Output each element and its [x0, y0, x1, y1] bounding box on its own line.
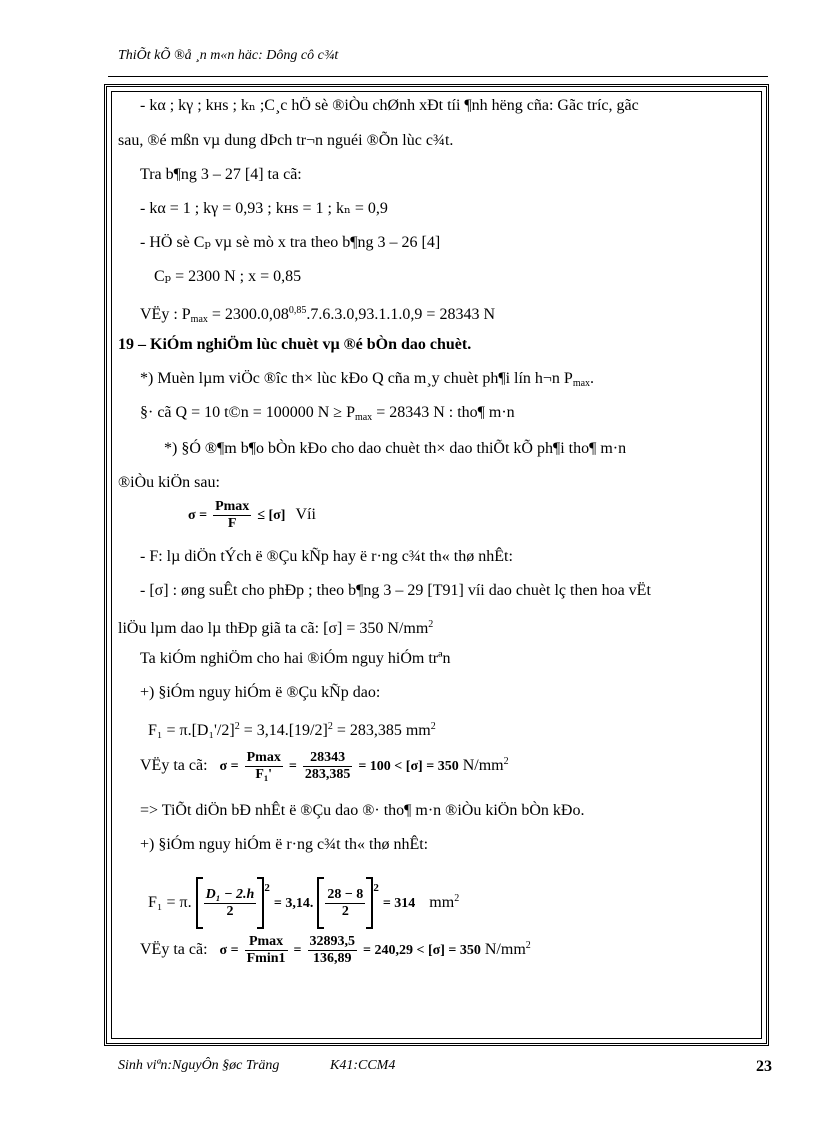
coefficient-cp-ref: - HÖ sè Cₚ vµ sè mò x tra theo b¶ng 3 – 26 [4] [140, 234, 441, 251]
fraction: $\frac{Pmax}{F}$ [215, 498, 250, 531]
footer-student: Sinh viªn:NguyÔn §øc Träng [118, 1058, 280, 1073]
area-f1-clamp: $F_1 = \pi.[D_1'/2]^2 = 3,14.[19/2]^2 = 283,385$ $mm^2$ [148, 721, 436, 739]
coefficient-values: - kα = 1 ; kγ = 0,93 ; kʜs = 1 ; kₙ = 0,9 [140, 200, 388, 217]
strength-condition: *) §Ó ®¶m b¶o bÒn kÐo cho dao chuèt th× dao thiÕt kÕ ph¶i tho¶ m·n [164, 440, 627, 457]
clamp-conclusion: => TiÕt diÖn bÐ nhÊt ë ®Çu dao ®· tho¶ m·n ®iÒu kiÖn bÒn kÐo. [140, 802, 585, 819]
pull-force-condition: *) Muèn lµm viÖc ®îc th× lùc kÐo Q cña m¸y chuèt ph¶i lín h¬n $P_{max}$. [140, 370, 595, 389]
table-reference: Tra b¶ng 3 – 27 [4] ta cã: [140, 166, 302, 183]
two-critical-points: Ta kiÓm nghiÖm cho hai ®iÓm nguy hiÓm trªn [140, 650, 451, 667]
header-rule [108, 76, 768, 77]
formula-stress-clamp: VËy ta cã: σ = $\frac{Pmax}{\text{F₁'}}$ = $\frac{28343}{283,385}$ = 100 < [σ] = 350 $N/mm^2$ [140, 749, 509, 782]
coefficient-cp-values: Cₚ = 2300 N ; x = 0,85 [154, 268, 302, 285]
critical-point-1: +) §iÓm nguy hiÓm ë ®Çu kÑp dao: [140, 684, 381, 701]
formula-area-tooth: F₁ = π. $\frac{\text{D₁ − 2.h}}{2}$ $^2$ = 3,14. $\frac{28 - 8}{2}$ $^2$ = 314 $mm^2$ [148, 866, 459, 926]
pull-force-check: §· cã Q = 10 t©n = 100000 $N \ge P_{max} = 28343$ N : tho¶ m·n [140, 404, 515, 423]
footer-course: K41:CCM4 [330, 1058, 396, 1073]
allowable-stress-value: liÖu lµm dao lµ thÐp giã ta cã: [σ] = 350 $N/mm^2$ [118, 619, 434, 637]
page-number: 23 [756, 1058, 772, 1075]
fraction: $\frac{32893,5}{136,89}$ [309, 933, 355, 966]
bracket: $\frac{28 - 8}{2}$ [317, 881, 373, 925]
critical-point-2: +) §iÓm nguy hiÓm ë r·ng c¾t th« thø nhÊt: [140, 836, 429, 853]
paragraph-coefficients: - kα ; kγ ; kʜs ; kₙ ;C¸c hÖ sè ®iÒu chØnh xÐt tíi ¶nh hëng cña: Gãc tríc, gãc [140, 97, 639, 114]
pmax-result: VËy : $P_{max} = 2300.0,08^{0,85}.7.6.3.0,93.1.1.0,9 = 28343$ N [140, 305, 495, 325]
paragraph-coefficients-cont: sau, ®é mßn vµ dung dÞch tr¬n nguéi ®Õn lùc c¾t. [118, 132, 454, 149]
section-heading-19: 19 – KiÓm nghiÖm lùc chuèt vµ ®é bÒn dao chuèt. [118, 336, 472, 353]
formula-stress-tooth: VËy ta cã: σ = $\frac{Pmax}{Fmin1}$ = $\frac{32893,5}{136,89}$ = 240,29 < [σ] = 350 $N/mm^2$ [140, 933, 531, 966]
strength-condition-cont: ®iÒu kiÖn sau: [118, 474, 220, 491]
fraction: $\frac{28343}{283,385}$ [304, 749, 351, 782]
fraction: $\frac{Pmax}{Fmin1}$ [246, 933, 286, 966]
formula-stress: σ = $\frac{Pmax}{F}$ ≤ [σ] Víi [188, 498, 316, 531]
area-definition: - F: lµ diÖn tÝch ë ®Çu kÑp hay ë r·ng c¾t th« thø nhÊt: [140, 548, 513, 565]
fraction: $\frac{Pmax}{\text{F₁'}}$ [246, 749, 281, 782]
bracket: $\frac{\text{D₁ − 2.h}}{2}$ [196, 881, 265, 925]
allowable-stress-definition: - [σ] : øng suÊt cho phÐp ; theo b¶ng 3 – 29 [T91] víi dao chuèt lç then hoa vËt [140, 582, 651, 599]
page-header: ThiÕt kÕ ®å ¸n m«n häc: Dông cô c¾t [118, 48, 339, 63]
